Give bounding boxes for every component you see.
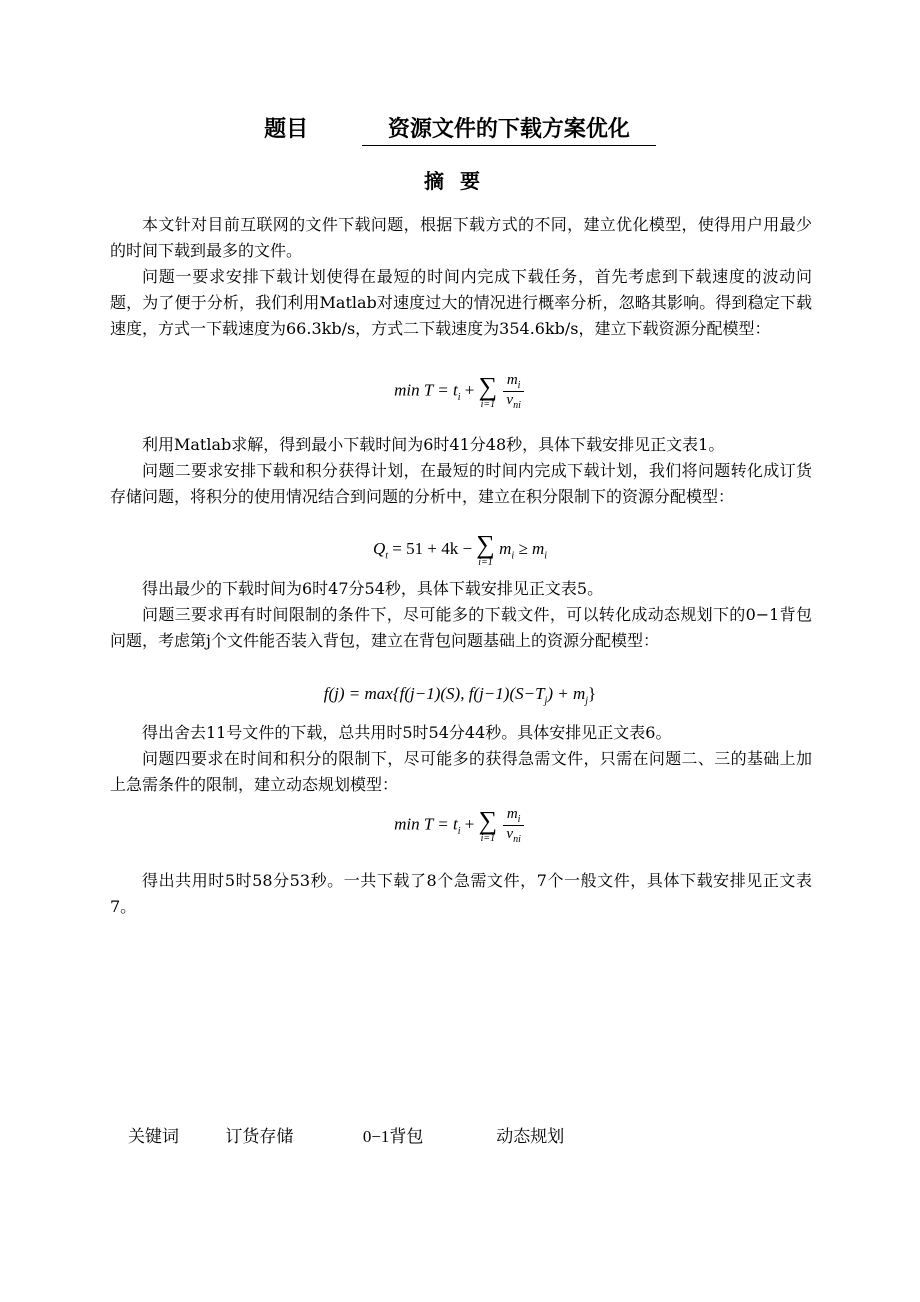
sum-symbol: ∑ i=1 [476, 530, 495, 568]
keywords-label: 关键词 [128, 1127, 179, 1147]
keyword-3: 动态规划 [496, 1127, 565, 1147]
keywords-line [128, 1122, 564, 1147]
abstract-paragraph-1: 本文针对目前互联网的文件下载问题，根据下载方式的不同，建立优化模型，使得用户用最少的时间下载到最多的文件。 [110, 215, 812, 260]
eq3-main: f(j) = max{f(j−1)(S), f(j−1)(S−T [323, 684, 545, 703]
eq4-fraction: $\frac{m_i}{v_{ni}}$ [503, 806, 523, 845]
abstract-paragraph-8: 问题四要求在时间和积分的限制下，尽可能多的获得急需文件，只需在问题二、三的基础上加上急需条件的限制，建立动态规划模型： [110, 749, 812, 794]
keyword-1: 订货存储 [225, 1127, 294, 1147]
eq3-end: ) + m [547, 684, 586, 703]
eq2-ge: ≥ m [518, 538, 545, 558]
abstract-paragraph-2: 问题一要求安排下载计划使得在最短的时间内完成下载任务，首先考虑到下载速度的波动问题，为了便于分析，我们利用Matlab对速度过大的情况进行概率分析，忽略其影响。得到稳定下载速度，方式一下载速度为66.3kb/s，方式二下载速度为354.6kb/s，建立下载资源分配模型： [110, 267, 812, 338]
abstract-paragraph-4: 问题二要求安排下载和积分获得计划，在最短的时间内完成下载计划，我们将问题转化成订货存储问题，将积分的使用情况结合到问题的分析中，建立在积分限制下的资源分配模型： [110, 461, 812, 506]
abstract-paragraph-9: 得出共用时5时58分53秒。一共下载了8个急需文件，7个一般文件，具体下载安排见正文表7。 [110, 871, 812, 916]
title-line [0, 112, 920, 146]
equation-1: $\min T = t_i$ + ∑ i=1 $\frac{m_i}{v_{ni}}$ [0, 372, 920, 411]
equation-2: $Q_t = 51 + 4k$ − ∑ i=1 $m_i \ge m_i$ [372, 530, 548, 568]
abstract-heading: 摘要 [424, 169, 496, 193]
sum-symbol: ∑ i=1 [478, 805, 498, 844]
abstract-paragraph-6: 问题三要求再有时间限制的条件下，尽可能多的下载文件，可以转化成动态规划下的0−1背包问题，考虑第j个文件能否装入背包，建立在背包问题基础上的资源分配模型： [110, 605, 812, 650]
keyword-2: 0−1背包 [362, 1127, 424, 1146]
title-label: 题目 [264, 117, 309, 142]
paper-title: 资源文件的下载方案优化 [362, 112, 656, 146]
abstract-body [110, 212, 812, 342]
abstract-body-2 [110, 432, 812, 510]
eq1-fraction: $\frac{m_i}{v_{ni}}$ [503, 372, 523, 411]
eq4-plus: + [464, 814, 475, 834]
abstract-paragraph-3: 利用Matlab求解，得到最小下载时间为6时41分48秒，具体下载安排见正文表1。 [142, 435, 725, 454]
sum-symbol: ∑ i=1 [478, 371, 498, 410]
eq2-left: Q [372, 538, 386, 558]
equation-4: $\min T = t_i$ + ∑ i=1 $\frac{m_i}{v_{ni}}$ [0, 806, 920, 845]
eq1-left: min T = t [394, 380, 458, 400]
equation-3: f(j) = max{f(j−1)(S), $f(j-1)(S-T_j) + m_j$} [323, 684, 597, 707]
abstract-body-4 [110, 720, 812, 798]
abstract-paragraph-7: 得出舍去11号文件的下载，总共用时5时54分44秒。具体安排见正文表6。 [142, 723, 672, 742]
eq1-plus: + [464, 380, 475, 400]
eq4-left: min T = t [394, 814, 458, 834]
abstract-paragraph-5: 得出最少的下载时间为6时47分54秒，具体下载安排见正文表5。 [142, 579, 604, 598]
abstract-body-5 [110, 868, 812, 920]
eq2-mid: = 51 + 4k − [392, 538, 473, 558]
abstract-body-3 [110, 576, 812, 654]
eq3-close: } [588, 684, 597, 703]
eq2-right: m [499, 538, 512, 558]
